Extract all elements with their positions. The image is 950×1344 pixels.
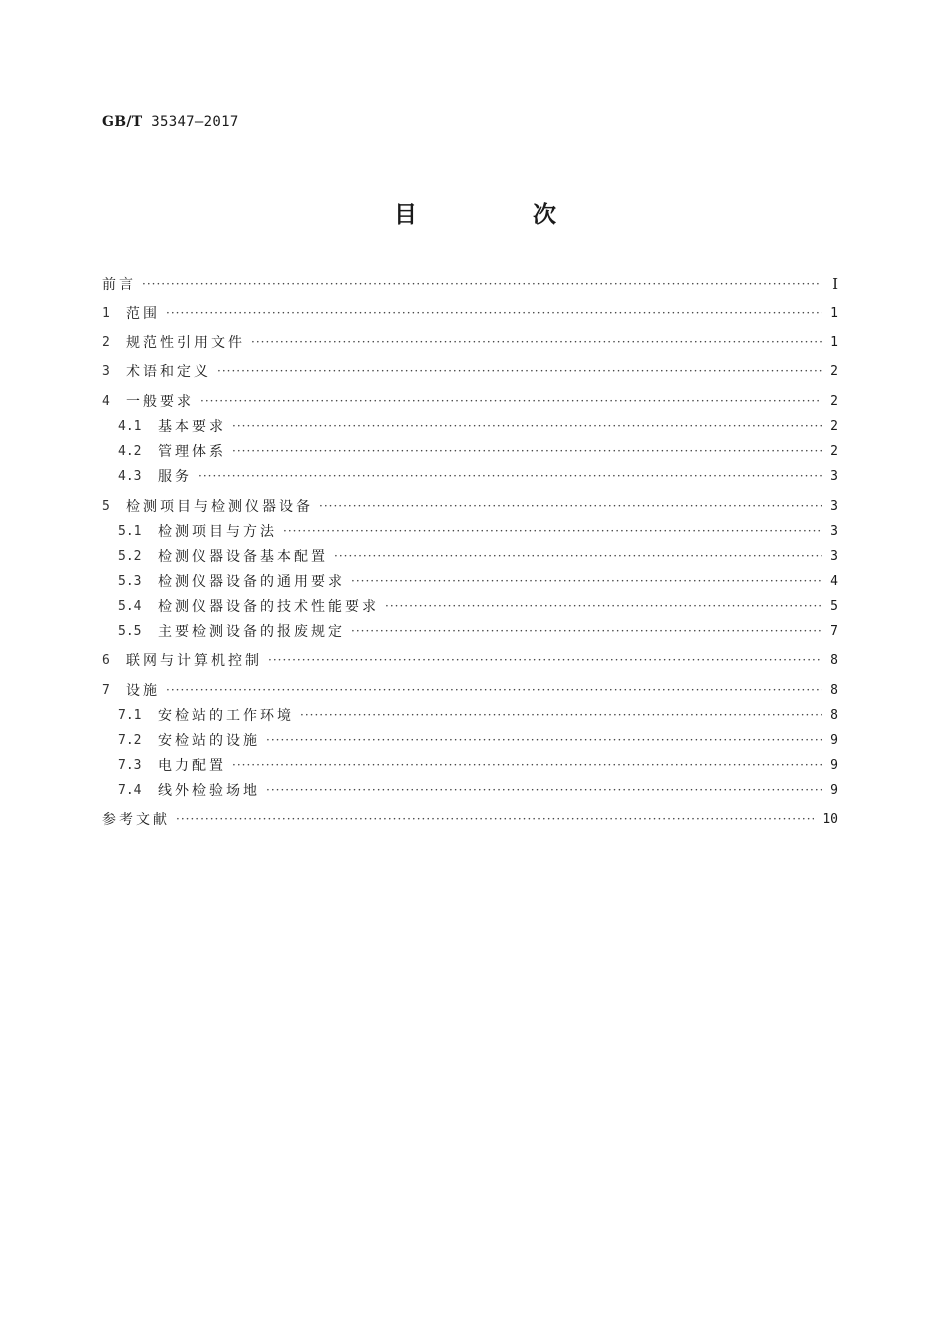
toc-entry-label: 一般要求 <box>126 394 194 410</box>
toc-entry-label: 检测仪器设备的技术性能要求 <box>158 599 379 615</box>
toc-leader-dots <box>251 335 822 349</box>
toc-entry-number: 5.1 <box>118 523 142 539</box>
toc-entry-page: 2 <box>830 363 838 379</box>
toc-entry-label: 基本要求 <box>158 419 226 435</box>
toc-entry-page: 2 <box>830 443 838 459</box>
toc-entry-number: 4.2 <box>118 443 142 459</box>
toc-entry[interactable] <box>118 519 838 543</box>
toc-leader-dots <box>142 277 822 291</box>
standard-prefix: GB/T <box>102 114 143 130</box>
toc-leader-dots <box>319 499 822 513</box>
toc-entry-page: 3 <box>830 548 838 564</box>
toc-entry[interactable] <box>102 807 838 831</box>
toc-leader-dots <box>334 549 822 563</box>
toc-entry-label: 检测仪器设备基本配置 <box>158 549 328 565</box>
toc-entry[interactable] <box>118 753 838 777</box>
page-title: 目 次 <box>393 202 610 228</box>
toc-entry-page: 1 <box>830 305 838 321</box>
toc-entry[interactable] <box>102 301 838 325</box>
toc-entry-page: 1 <box>830 334 838 350</box>
toc-leader-dots <box>232 758 822 772</box>
toc-entry-page: 3 <box>830 498 838 514</box>
toc-leader-dots <box>166 683 822 697</box>
toc-entry-label: 设施 <box>126 683 160 699</box>
toc-entry-page: 9 <box>830 732 838 748</box>
toc-entry-number: 7 <box>102 682 110 698</box>
toc-entry-number: 7.3 <box>118 757 142 773</box>
toc-entry[interactable] <box>118 728 838 752</box>
toc-entry-number: 6 <box>102 652 110 668</box>
toc-leader-dots <box>217 364 822 378</box>
toc-entry[interactable] <box>118 414 838 438</box>
toc-entry-label: 术语和定义 <box>126 364 211 380</box>
toc-entry[interactable] <box>102 494 838 518</box>
toc-entry[interactable] <box>102 272 838 296</box>
toc-entry[interactable] <box>118 544 838 568</box>
toc-leader-dots <box>266 783 822 797</box>
toc-entry-label: 范围 <box>126 306 160 322</box>
toc-leader-dots <box>385 599 822 613</box>
toc-entry[interactable] <box>118 569 838 593</box>
toc-entry-page: 3 <box>830 468 838 484</box>
toc-entry-page: 8 <box>830 682 838 698</box>
toc-leader-dots <box>232 444 822 458</box>
toc-leader-dots <box>268 653 822 667</box>
toc-leader-dots <box>198 469 822 483</box>
toc-leader-dots <box>176 812 814 826</box>
toc-entry[interactable] <box>102 330 838 354</box>
toc-entry[interactable] <box>102 359 838 383</box>
toc-entry-page: 3 <box>830 523 838 539</box>
toc-entry-label: 联网与计算机控制 <box>126 653 262 669</box>
toc-entry-number: 3 <box>102 363 110 379</box>
toc-entry-label: 检测项目与方法 <box>158 524 277 540</box>
toc-entry-label: 检测仪器设备的通用要求 <box>158 574 345 590</box>
toc-entry-page: 7 <box>830 623 838 639</box>
toc-entry-page: 10 <box>822 811 838 827</box>
toc-entry-label: 安检站的工作环境 <box>158 708 294 724</box>
toc-entry-page: 5 <box>830 598 838 614</box>
toc-entry[interactable] <box>118 464 838 488</box>
toc-entry-page: 9 <box>830 757 838 773</box>
toc-entry-page: 4 <box>830 573 838 589</box>
toc-entry-label: 规范性引用文件 <box>126 335 245 351</box>
toc-entry-number: 5.3 <box>118 573 142 589</box>
toc-leader-dots <box>351 624 822 638</box>
toc-entry-number: 4.3 <box>118 468 142 484</box>
toc-entry[interactable] <box>118 619 838 643</box>
toc-leader-dots <box>283 524 822 538</box>
toc-leader-dots <box>300 708 822 722</box>
toc-entry[interactable] <box>118 778 838 802</box>
toc-leader-dots <box>266 733 822 747</box>
toc-leader-dots <box>200 394 822 408</box>
toc-entry-page: 9 <box>830 782 838 798</box>
toc-entry-label: 检测项目与检测仪器设备 <box>126 499 313 515</box>
toc-entry-page: 2 <box>830 393 838 409</box>
toc-entry-number: 4 <box>102 393 110 409</box>
toc-entry-number: 5.4 <box>118 598 142 614</box>
standard-code <box>102 114 239 130</box>
toc-entry-label: 管理体系 <box>158 444 226 460</box>
toc-entry-page: 2 <box>830 418 838 434</box>
toc-entry[interactable] <box>118 439 838 463</box>
toc-entry[interactable] <box>118 594 838 618</box>
standard-number: 35347—2017 <box>151 114 239 130</box>
toc-entry-label: 线外检验场地 <box>158 783 260 799</box>
toc-entry-number: 1 <box>102 305 110 321</box>
toc-entry-number: 2 <box>102 334 110 350</box>
toc-entry-number: 5.5 <box>118 623 142 639</box>
toc-entry-label: 主要检测设备的报废规定 <box>158 624 345 640</box>
toc-entry[interactable] <box>118 703 838 727</box>
toc-entry-page: Ⅰ <box>832 275 838 293</box>
toc-leader-dots <box>232 419 822 433</box>
toc-entry-number: 4.1 <box>118 418 142 434</box>
toc-entry-page: 8 <box>830 707 838 723</box>
toc-entry-label: 电力配置 <box>158 758 226 774</box>
toc-entry[interactable] <box>102 678 838 702</box>
toc-entry-label: 参考文献 <box>102 812 170 828</box>
toc-entry-label: 前言 <box>102 277 136 293</box>
toc-entry[interactable] <box>102 648 838 672</box>
toc-leader-dots <box>351 574 822 588</box>
toc-entry-page: 8 <box>830 652 838 668</box>
toc-entry-number: 7.4 <box>118 782 142 798</box>
toc-entry-number: 7.1 <box>118 707 142 723</box>
toc-entry-number: 5.2 <box>118 548 142 564</box>
toc-entry-label: 服务 <box>158 469 192 485</box>
toc-entry-number: 5 <box>102 498 110 514</box>
toc-entry-label: 安检站的设施 <box>158 733 260 749</box>
toc-leader-dots <box>166 306 822 320</box>
toc-entry[interactable] <box>102 389 838 413</box>
toc-entry-number: 7.2 <box>118 732 142 748</box>
